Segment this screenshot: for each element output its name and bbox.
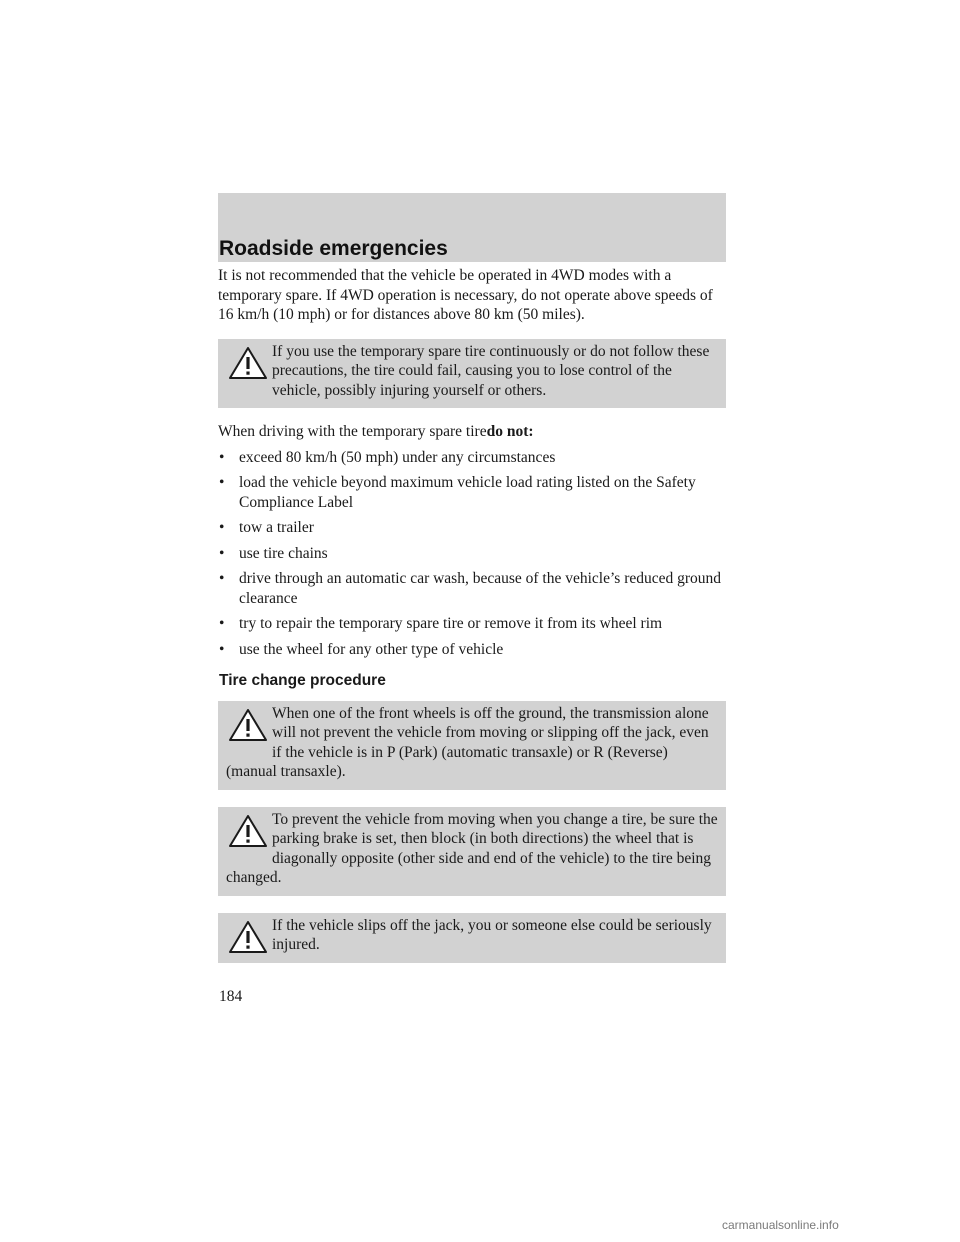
list-item (218, 640, 726, 660)
list-item (218, 473, 726, 512)
warning-triangle-icon (228, 708, 272, 748)
procedure-heading: Tire change procedure (219, 672, 386, 689)
warning-text: If you use the temporary spare tire continuously or do not follow these precautions, the tire could fail, causing you to lose control of the vehicle, possibly injuring yourself or others. (272, 342, 710, 399)
warning-triangle-icon (228, 920, 272, 960)
list-item-text: drive through an automatic car wash, because of the vehicle’s reduced ground clearance (239, 570, 722, 607)
bullet-icon: • (219, 519, 225, 536)
section-title: Roadside emergencies (219, 237, 448, 260)
warning-triangle-icon (228, 346, 272, 386)
warning-triangle-icon (228, 814, 272, 854)
bullet-icon: • (219, 570, 225, 587)
warning-box-transmission (218, 701, 726, 790)
list-item (218, 569, 726, 608)
warning-text: When one of the front wheels is off the ground, the transmission alone will not prevent the vehicle from moving or slipping off the jack, even if the vehicle is in P (Park) (automatic transaxle) or R (Reverse) (manual transaxle). (226, 704, 709, 780)
list-item-text: tow a trailer (239, 519, 314, 536)
list-item (218, 614, 726, 634)
spare-rules-list (218, 448, 726, 660)
footer-watermark: carmanualsonline.info (722, 1218, 839, 1232)
warning-text: If the vehicle slips off the jack, you or someone else could be seriously injured. (272, 916, 712, 953)
bullet-icon: • (219, 544, 225, 562)
page-content (218, 266, 726, 963)
list-item-text: exceed 80 km/h (50 mph) under any circumstances (239, 448, 556, 466)
warning-box-jack (218, 913, 726, 963)
spare-rules-lead (218, 422, 726, 442)
bullet-icon: • (219, 474, 225, 491)
list-item (218, 544, 726, 564)
page-number: 184 (219, 988, 243, 1005)
list-item (218, 448, 726, 468)
list-item-text: use the wheel for any other type of vehicle (239, 640, 504, 658)
list-item-text: load the vehicle beyond maximum vehicle load rating listed on the Safety Compliance Label (239, 474, 696, 511)
warning-text: To prevent the vehicle from moving when you change a tire, be sure the parking brake is set, then block (in both directions) the wheel that is diagonally opposite (other side and end of the vehicle) to the tire being changed. (226, 810, 718, 886)
list-item (218, 518, 726, 538)
bullet-icon: • (219, 640, 225, 658)
warning-box-parking-brake (218, 807, 726, 896)
intro-paragraph: It is not recommended that the vehicle be operated in 4WD modes with a temporary spare. If 4WD operation is necessary, do not operate above speeds of 16 km/h (10 mph) or for distances above 80 km (50 miles). (218, 267, 713, 323)
warning-box-spare-use (218, 339, 726, 409)
lead-emphasis: do not: (486, 423, 534, 440)
list-item-text: use tire chains (239, 544, 328, 562)
list-item-text: try to repair the temporary spare tire or remove it from its wheel rim (239, 615, 663, 632)
lead-text: When driving with the temporary spare tire (218, 423, 487, 440)
bullet-icon: • (219, 448, 225, 466)
bullet-icon: • (219, 615, 225, 632)
